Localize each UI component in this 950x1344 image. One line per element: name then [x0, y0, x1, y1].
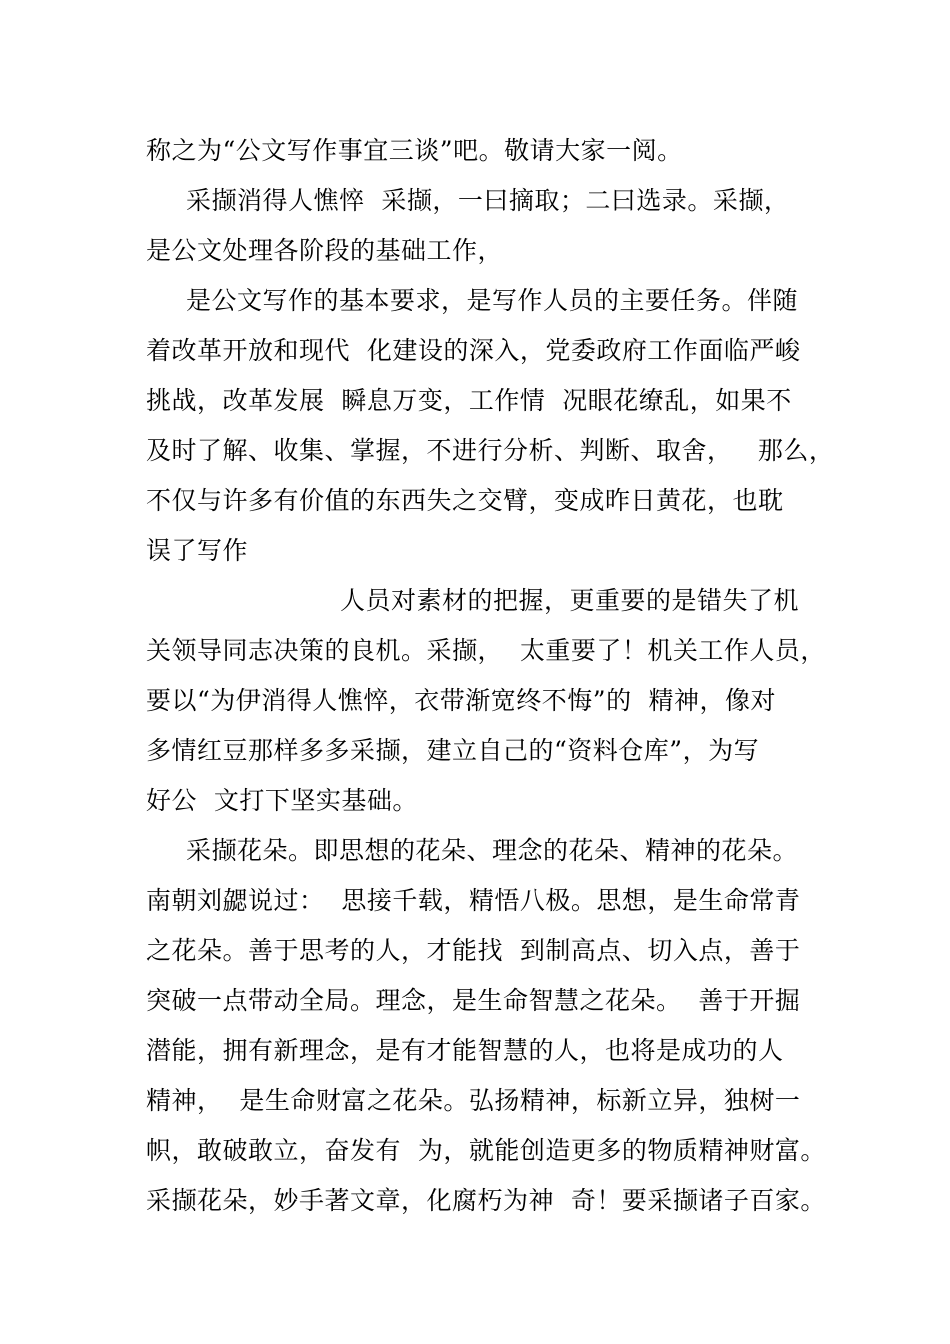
text-line: 挑战，改革发展 瞬息万变，工作情 况眼花缭乱，如果不 — [146, 386, 792, 415]
text-line: 着改革开放和现代 化建设的深入，党委政府工作面临严峻 — [146, 336, 801, 365]
text-line: 之花朵。善于思考的人，才能找 到制高点、切入点，善于 — [146, 936, 801, 965]
text-line: 是公文写作的基本要求，是写作人员的主要任务。伴随 — [186, 286, 799, 315]
text-line: 及时了解、收集、掌握，不进行分析、判断、取舍， 那么， — [146, 436, 835, 465]
text-line: 采撷花朵，妙手著文章，化腐朽为神 奇！要采撷诸子百家。 — [146, 1186, 826, 1215]
text-line: 采撷消得人憔悴 采撷，一曰摘取；二曰选录。采撷， — [186, 186, 790, 215]
text-line: 是公文处理各阶段的基础工作， — [146, 236, 504, 265]
text-line: 潜能，拥有新理念，是有才能智慧的人，也将是成功的人 — [146, 1036, 784, 1065]
text-line: 突破一点带动全局。理念，是生命智慧之花朵。 善于开掘 — [146, 986, 801, 1015]
text-line: 误了写作 — [146, 536, 249, 565]
text-line: 要以“为伊消得人憔悴，衣带渐宽终不悔”的 精神，像对 — [146, 686, 776, 715]
text-line: 精神， 是生命财富之花朵。弘扬精神，标新立异，独树一 — [146, 1086, 801, 1115]
text-line: 南朝刘勰说过： 思接千载，精悟八极。思想，是生命常青 — [146, 886, 801, 915]
text-line: 关领导同志决策的良机。采撷， 太重要了！机关工作人员， — [146, 636, 826, 665]
text-line: 帜，敢破敢立，奋发有 为，就能创造更多的物质精神财富。 — [146, 1136, 826, 1165]
text-line: 采撷花朵。即思想的花朵、理念的花朵、精神的花朵。 — [186, 836, 799, 865]
text-line: 多情红豆那样多多采撷，建立自己的“资料仓库”，为写 — [146, 736, 760, 765]
text-line: 不仅与许多有价值的东西失之交臂，变成昨日黄花，也耽 — [146, 486, 784, 515]
text-line: 人员对素材的把握，更重要的是错失了机 — [340, 586, 800, 615]
text-line: 称之为“公文写作事宜三谈”吧。敬请大家一阅。 — [146, 136, 683, 165]
text-line: 好公 文打下坚实基础。 — [146, 786, 418, 815]
